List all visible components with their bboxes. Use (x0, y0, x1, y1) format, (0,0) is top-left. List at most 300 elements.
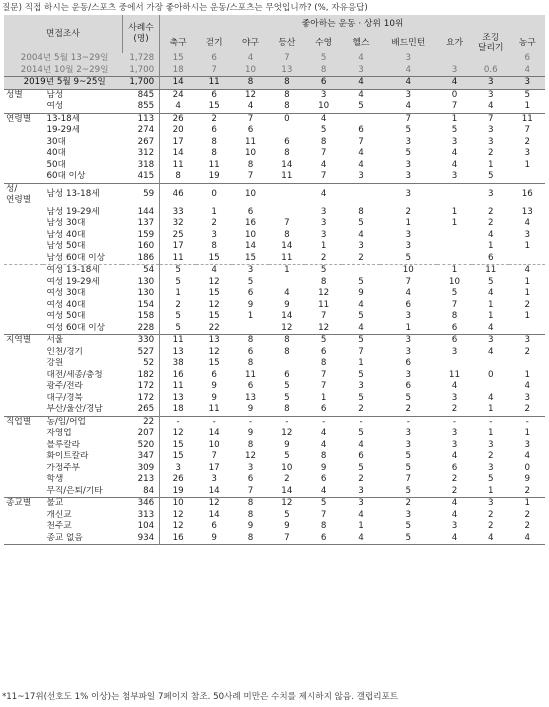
group-label (4, 440, 43, 452)
value-cell: 18 (160, 65, 196, 77)
value-cell: 1 (524, 288, 530, 298)
value-cell (472, 381, 509, 393)
sport-header: 수영 (305, 33, 342, 53)
table-row (4, 89, 545, 101)
value-cell: 4 (320, 428, 327, 438)
value-cell: 9 (211, 381, 217, 391)
group-label (4, 347, 43, 359)
value-cell: 5 (358, 311, 364, 321)
value-cell: 6 (247, 346, 254, 357)
value-cell: 2 (451, 404, 458, 414)
value-cell: 25 (172, 229, 184, 240)
value-cell: 9 (247, 299, 254, 310)
value-cell (437, 253, 472, 265)
value-cell: 8 (284, 101, 290, 111)
value-cell: 13 (172, 346, 184, 357)
value-cell: 5 (320, 125, 327, 135)
value-cell: 4 (320, 439, 327, 450)
value-cell: 4 (358, 532, 364, 543)
sample-count: 318 (122, 160, 159, 172)
value-cell: 6 (451, 462, 458, 473)
value-cell: 4 (320, 485, 327, 496)
group-label (4, 393, 43, 405)
group-label (4, 300, 43, 312)
value-cell (509, 253, 545, 265)
value-cell: 4 (232, 53, 268, 65)
table-row (4, 65, 545, 77)
value-cell: 5 (284, 451, 290, 461)
value-cell: 4 (451, 148, 458, 158)
sample-count: 1,700 (122, 77, 159, 90)
value-cell: 4 (175, 101, 181, 111)
value-cell: 5 (405, 125, 412, 135)
value-cell: 12 (208, 276, 220, 287)
value-cell: 11 (172, 159, 184, 170)
value-cell: 4 (451, 159, 458, 170)
row-label: 50대 (46, 159, 66, 170)
row-label: 종교 없음 (46, 532, 83, 543)
value-cell: 6 (320, 474, 327, 484)
group-label (4, 207, 43, 219)
table-row (4, 498, 545, 510)
value-cell: 15 (208, 358, 220, 368)
value-cell: 5 (405, 532, 412, 543)
value-cell: 8 (451, 311, 458, 321)
value-cell (437, 230, 472, 242)
value-cell: 15 (208, 311, 220, 321)
value-cell: 9 (211, 392, 217, 403)
value-cell: 8 (247, 358, 254, 368)
value-cell: 1 (437, 113, 472, 125)
value-cell: 3 (405, 439, 412, 450)
sample-count: 172 (122, 381, 159, 393)
group-label (4, 463, 43, 475)
value-cell: 2 (524, 346, 530, 357)
group-label (4, 241, 43, 253)
value-cell: 9 (211, 532, 217, 543)
value-cell: 12 (318, 322, 330, 333)
table-row (4, 183, 545, 207)
sample-count: 346 (122, 498, 159, 510)
value-cell: 4 (247, 101, 254, 111)
row-label: 대전/세종/충청 (46, 369, 103, 380)
value-cell: 9 (284, 439, 290, 450)
value-cell: 7 (320, 311, 327, 321)
value-cell: 32 (172, 218, 184, 228)
value-cell: 11 (208, 404, 220, 414)
group-label (4, 381, 43, 393)
value-cell: 11 (318, 299, 330, 310)
value-cell: 10 (380, 265, 437, 277)
value-cell (232, 323, 268, 335)
value-cell: 2 (488, 451, 494, 461)
row-label: 남성 50대 (46, 241, 86, 251)
table-row (4, 486, 545, 498)
value-cell: 4 (509, 265, 545, 277)
value-cell: 11 (448, 369, 460, 380)
value-cell: 0 (488, 369, 494, 380)
table-row (4, 125, 545, 137)
value-cell: 7 (380, 113, 437, 125)
value-cell: 0 (524, 462, 530, 473)
value-cell: 5 (175, 322, 181, 333)
value-cell: 5 (509, 89, 545, 101)
sample-count: 172 (122, 393, 159, 405)
value-cell: - (380, 416, 437, 428)
value-cell: 4 (358, 322, 364, 333)
row-label: 농/임/어업 (43, 416, 122, 428)
value-cell: 1 (358, 358, 364, 368)
value-cell: 9 (247, 521, 254, 531)
value-cell: 0 (269, 113, 305, 125)
value-cell: 2 (196, 113, 232, 125)
footnote: *11~17위(선호도 1% 이상)는 첨부파일 7페이지 참조. 50사례 미만은 수치를 제시하지 않음. 갤럽리포트 (2, 692, 399, 702)
value-cell: 7 (320, 171, 327, 181)
value-cell: 3 (380, 183, 437, 207)
value-cell (437, 241, 472, 253)
value-cell: 14 (208, 428, 220, 438)
value-cell: 5 (358, 462, 364, 473)
value-cell: 3 (320, 229, 327, 240)
value-cell: 4 (488, 288, 494, 298)
value-cell: 4 (305, 113, 342, 125)
value-cell: 3 (451, 439, 458, 450)
value-cell: 2 (451, 474, 458, 484)
value-cell: 10 (244, 229, 257, 240)
value-cell: 9 (284, 299, 290, 310)
value-cell: 6 (211, 369, 217, 380)
value-cell: 7 (524, 125, 530, 135)
value-cell (437, 183, 472, 207)
value-cell: 5 (405, 148, 412, 158)
row-label: 남성 19-29세 (46, 206, 100, 217)
row-label: 천주교 (46, 521, 72, 531)
group-label (4, 474, 43, 486)
table-row (4, 241, 545, 253)
value-cell: 11 (172, 252, 184, 263)
value-cell: 14 (208, 509, 220, 520)
value-cell: 9 (524, 474, 530, 484)
table-row (4, 265, 545, 277)
table-row (4, 347, 545, 359)
value-cell: 6 (196, 53, 232, 65)
value-cell: 4 (342, 89, 379, 101)
value-cell: 3 (405, 428, 412, 438)
row-label: 인천/경기 (46, 346, 83, 357)
value-cell: 13 (196, 335, 232, 347)
value-cell: 6 (509, 53, 545, 65)
value-cell: 14 (281, 311, 293, 321)
value-cell: 16 (172, 532, 184, 543)
table-row (4, 300, 545, 312)
value-cell: 12 (281, 322, 293, 333)
value-cell: 9 (358, 288, 364, 298)
value-cell: 6 (211, 521, 217, 531)
sample-count: 158 (122, 311, 159, 323)
value-cell: 11 (281, 171, 293, 181)
value-cell: 11 (196, 77, 232, 90)
value-cell: 2 (358, 252, 364, 263)
value-cell: 5 (405, 252, 412, 263)
sample-count: 1,728 (122, 53, 159, 65)
value-cell: 10 (244, 148, 257, 158)
value-cell: 8 (269, 89, 305, 101)
value-cell: 8 (211, 148, 217, 158)
value-cell: 1 (488, 159, 494, 170)
table-row (4, 311, 545, 323)
value-cell: 17 (172, 136, 184, 147)
value-cell: 1 (247, 311, 254, 321)
table-row (4, 77, 545, 90)
sample-count: 520 (122, 440, 159, 452)
value-cell: 7 (358, 346, 364, 357)
value-cell: 4 (358, 299, 364, 310)
value-cell: 8 (320, 451, 327, 461)
value-cell: 7 (284, 532, 290, 543)
value-cell (269, 358, 305, 370)
value-cell: - (472, 416, 509, 428)
value-cell: 3 (232, 265, 268, 277)
value-cell: 11 (244, 136, 257, 147)
value-cell: 3 (211, 474, 217, 484)
value-cell: 8 (232, 498, 268, 510)
sample-header: 사례수 (명) (122, 15, 159, 53)
value-cell: 8 (211, 241, 217, 251)
table-row (4, 101, 545, 113)
value-cell: 3 (342, 65, 379, 77)
sample-count: 330 (122, 335, 159, 347)
table-row (4, 230, 545, 242)
value-cell (342, 265, 379, 277)
sport-header: 야구 (232, 33, 268, 53)
value-cell: 4 (284, 288, 290, 298)
value-cell: 6 (451, 322, 458, 333)
value-cell: 3 (405, 171, 412, 181)
value-cell: 15 (208, 252, 220, 263)
sample-count: 309 (122, 463, 159, 475)
value-cell: 15 (172, 451, 184, 461)
value-cell: 7 (320, 369, 327, 380)
value-cell: 12 (281, 428, 293, 438)
sport-header: 배드민턴 (380, 33, 437, 53)
value-cell: 4 (358, 148, 364, 158)
value-cell: 8 (320, 276, 327, 287)
value-cell: 3 (405, 159, 412, 170)
value-cell: 0 (196, 183, 232, 207)
value-cell: 1 (488, 404, 494, 414)
table-row (4, 451, 545, 463)
value-cell: 5 (405, 462, 412, 473)
value-cell (472, 358, 509, 370)
row-label: 광주/전라 (46, 381, 83, 391)
value-cell: 3 (451, 392, 458, 403)
row-label: 강원 (46, 358, 64, 368)
sample-count: 22 (122, 416, 159, 428)
value-cell: 14 (281, 241, 293, 251)
sample-count: 274 (122, 125, 159, 137)
sample-count: 182 (122, 370, 159, 382)
value-cell: 6 (320, 346, 327, 357)
value-cell: 6 (320, 404, 327, 414)
value-cell: 3 (451, 428, 458, 438)
value-cell: 1 (320, 392, 327, 403)
value-cell: 4 (524, 532, 530, 543)
top10-header: 좋아하는 운동 · 상위 10위 (160, 15, 545, 33)
value-cell: 14 (160, 77, 196, 90)
value-cell: 6 (247, 474, 254, 484)
value-cell: 14 (281, 159, 293, 170)
value-cell: 11 (172, 381, 184, 391)
row-label: 2019년 5월 9~25일 (4, 77, 122, 90)
sample-count: 104 (122, 521, 159, 533)
value-cell: 1 (405, 218, 412, 228)
table-row (4, 463, 545, 475)
value-cell: 6 (196, 89, 232, 101)
value-cell: 6 (358, 125, 364, 135)
value-cell: 12 (208, 346, 220, 357)
value-cell: 15 (208, 101, 220, 111)
value-cell: 4 (437, 498, 472, 510)
value-cell: - (269, 416, 305, 428)
value-cell: 7 (247, 171, 254, 181)
value-cell: 7 (320, 509, 327, 520)
value-cell: 6 (305, 77, 342, 90)
value-cell: 3 (524, 439, 530, 450)
table-row (4, 323, 545, 335)
value-cell: 2 (488, 218, 494, 228)
value-cell: 2 (524, 299, 530, 310)
value-cell: 6 (437, 335, 472, 347)
group-label: 종교별 (4, 498, 43, 510)
table-row (4, 207, 545, 219)
value-cell: 8 (320, 521, 327, 531)
group-label: 성/ 연령별 (4, 183, 43, 207)
value-cell: 10 (232, 183, 268, 207)
value-cell: 4 (488, 532, 494, 543)
value-cell: 7 (451, 299, 458, 310)
sport-header: 조깅 달리기 (472, 33, 509, 53)
table-row (4, 148, 545, 160)
value-cell: 3 (305, 89, 342, 101)
sample-count: 934 (122, 533, 159, 545)
value-cell: 6 (284, 369, 290, 380)
row-label: 개신교 (46, 509, 72, 520)
sample-count: 312 (122, 148, 159, 160)
table-row (4, 404, 545, 416)
table-row (4, 381, 545, 393)
value-cell: 3 (472, 335, 509, 347)
row-label: 서울 (43, 335, 122, 347)
value-cell: 8 (358, 206, 364, 217)
sample-count: 855 (122, 101, 159, 113)
sport-header: 축구 (160, 33, 196, 53)
row-label: 무직/은퇴/기타 (46, 485, 103, 496)
group-label (4, 160, 43, 172)
value-cell: 5 (451, 288, 458, 298)
sample-count: 130 (122, 288, 159, 300)
value-cell: 1 (524, 428, 530, 438)
value-cell (509, 323, 545, 335)
value-cell: 5 (342, 335, 379, 347)
value-cell (269, 183, 305, 207)
sample-count: 213 (122, 474, 159, 486)
value-cell: 6 (405, 358, 412, 368)
value-cell: 3 (358, 171, 364, 181)
value-cell: 5 (305, 265, 342, 277)
group-label: 연령별 (4, 113, 43, 125)
sample-count: 144 (122, 207, 159, 219)
row-label: 학생 (46, 474, 64, 484)
value-cell: 24 (160, 89, 196, 101)
table-row (4, 416, 545, 428)
sample-count: 52 (122, 358, 159, 370)
value-cell: 6 (247, 381, 254, 391)
value-cell: 3 (451, 521, 458, 531)
value-cell: 6 (284, 136, 290, 147)
value-cell: 7 (196, 65, 232, 77)
group-label (4, 428, 43, 440)
value-cell: 11 (509, 113, 545, 125)
value-cell: 3 (358, 241, 364, 251)
value-cell: 5 (488, 171, 494, 181)
value-cell: 4 (488, 346, 494, 357)
value-cell: 9 (247, 404, 254, 414)
value-cell: 4 (524, 381, 530, 391)
value-cell: 3 (509, 335, 545, 347)
sample-count: 313 (122, 510, 159, 522)
table-row (4, 510, 545, 522)
table-row (4, 428, 545, 440)
table-row (4, 288, 545, 300)
table-row (4, 113, 545, 125)
value-cell: 8 (247, 532, 254, 543)
value-cell: 3 (524, 229, 530, 240)
value-cell: 7 (451, 101, 458, 111)
value-cell: 2 (488, 521, 494, 531)
row-label: 대구/경북 (46, 392, 83, 403)
value-cell: 8 (232, 77, 268, 90)
value-cell: 5 (358, 392, 364, 403)
value-cell: 33 (172, 206, 184, 217)
value-cell: 4 (488, 392, 494, 403)
value-cell: 4 (358, 159, 364, 170)
sample-count: 59 (122, 183, 159, 207)
sport-header: 농구 (509, 33, 545, 53)
value-cell: 8 (284, 229, 290, 240)
value-cell: 15 (172, 439, 184, 450)
value-cell: 5 (405, 521, 412, 531)
table-row (4, 474, 545, 486)
value-cell: 4 (488, 101, 494, 111)
row-label: 남성 (43, 89, 122, 101)
value-cell: 10 (281, 462, 293, 473)
row-label: 13-18세 (43, 113, 122, 125)
value-cell: 2 (284, 474, 290, 484)
table-row (4, 277, 545, 289)
table-row (4, 393, 545, 405)
value-cell: 9 (284, 521, 290, 531)
value-cell: 1 (488, 428, 494, 438)
value-cell: 14 (172, 148, 184, 158)
value-cell: 8 (247, 439, 254, 450)
sport-header: 헬스 (342, 33, 379, 53)
row-label: 부산/울산/경남 (46, 404, 103, 414)
value-cell: 3 (405, 509, 412, 520)
row-label: 화이트칼라 (46, 451, 89, 461)
value-cell: 11 (208, 159, 220, 170)
value-cell: 13 (521, 206, 533, 217)
value-cell: 5 (305, 53, 342, 65)
